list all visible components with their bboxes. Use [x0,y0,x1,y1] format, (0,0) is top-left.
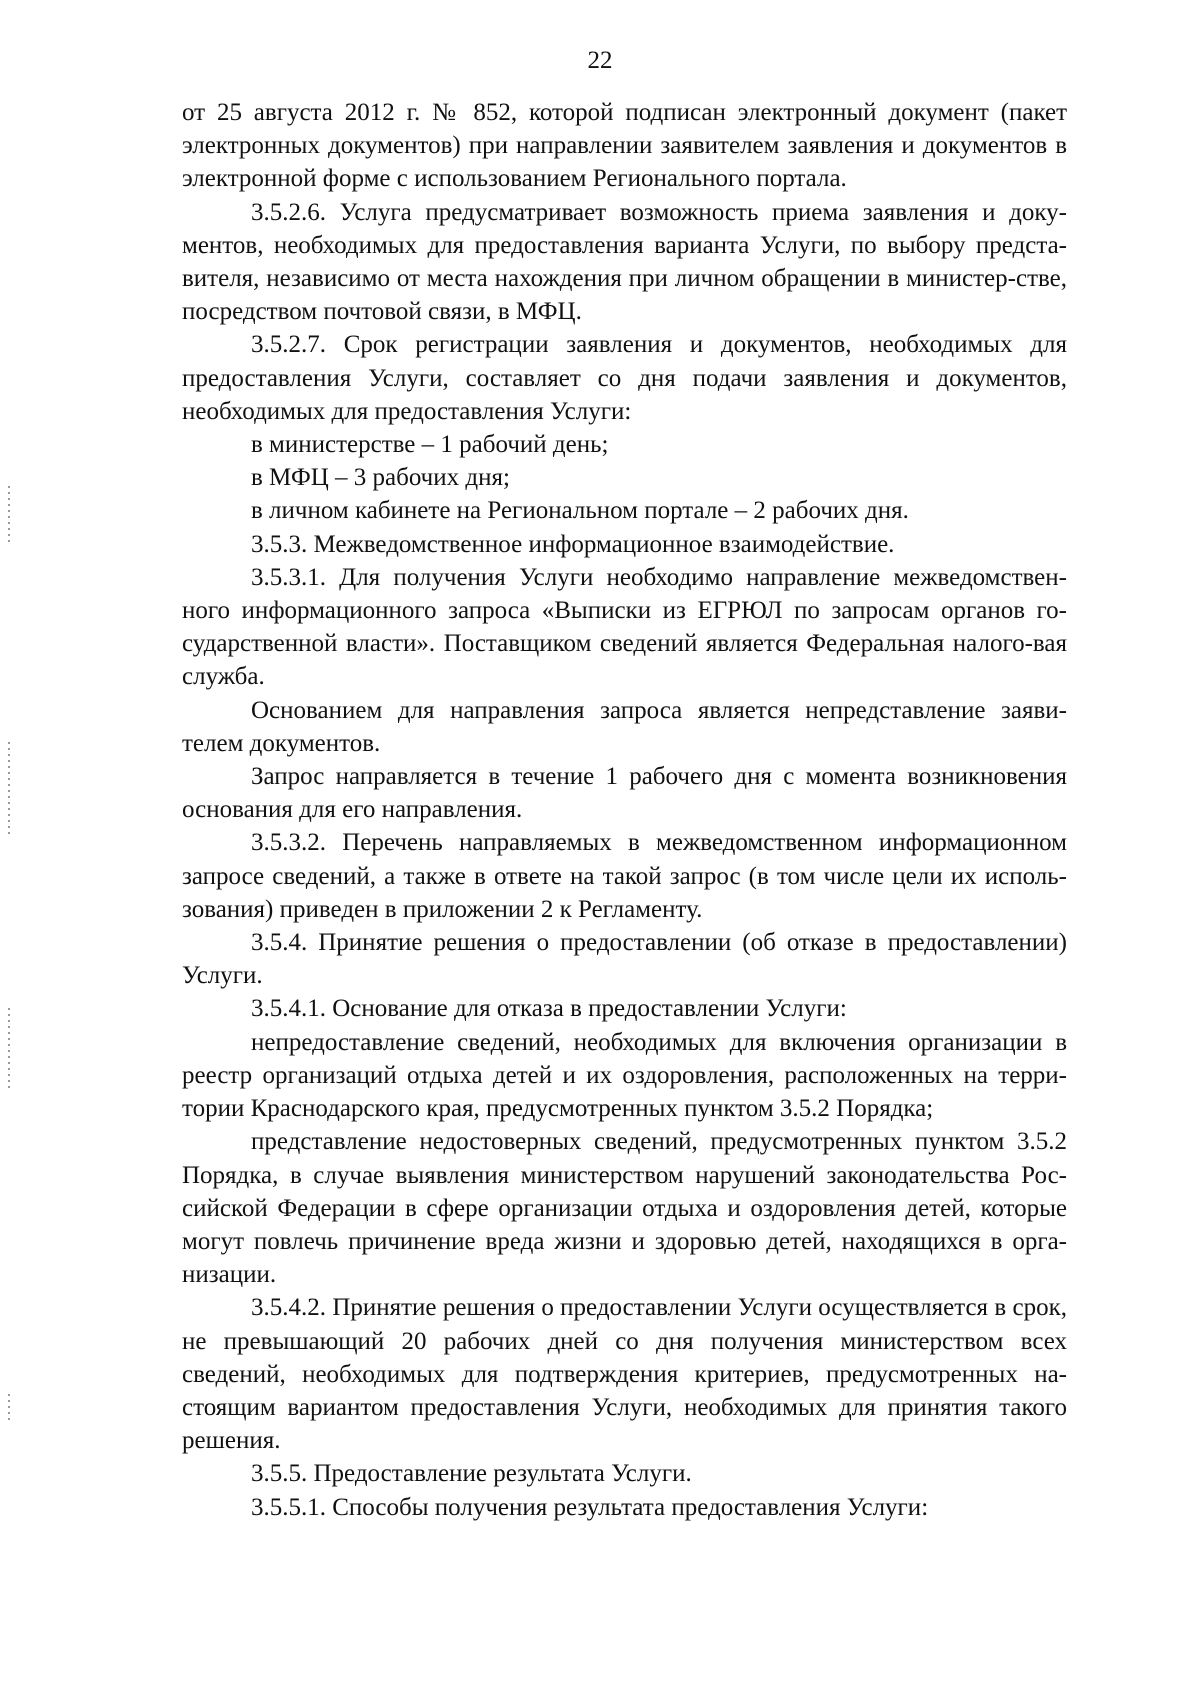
scan-edge-mark [8,742,10,836]
paragraph-3-5-3-2: 3.5.3.2. Перечень направляемых в межведомственном информационном запросе сведений, а также в ответе на такой запрос (в том числе цели их исполь-зования) приведен в приложении 2 к Регламенту. [182,829,1067,923]
paragraph-3-5-4-2: 3.5.4.2. Принятие решения о предоставлении Услуги осуществляется в срок, не превышающий 20 рабочих дней со дня получения министерством всех сведений, необходимых для подтверждения критериев, предусмотренных на-стоящим вариантом предоставления Услуги, необходимых для принятия такого решения. [182,1294,1067,1455]
paragraph-3-5-3-1: 3.5.3.1. Для получения Услуги необходимо направление межведомствен-ного информационного запроса «Выписки из ЕГРЮЛ по запросам органов го-сударственной власти». Поставщиком сведений является Федеральная налого-вая служба. [182,563,1067,691]
paragraph-request-basis: Основанием для направления запроса является непредставление заяви-телем документов. [182,696,1067,757]
section-heading-3-5-5: 3.5.5. Предоставление результата Услуги. [251,1460,692,1488]
document-body [182,96,1067,1524]
section-heading-3-5-3: 3.5.3. Межведомственное информационное взаимодействие. [251,530,895,558]
page-number: 22 [587,47,613,74]
paragraph-request-timing: Запрос направляется в течение 1 рабочего дня с момента возникновения основания для его направления. [182,763,1067,824]
paragraph-3-5-2-6: 3.5.2.6. Услуга предусматривает возможность приема заявления и доку-ментов, необходимых для предоставления варианта Услуги, по выбору предста-вителя, независимо от места нахождения при личном обращении в министер-стве, посредством почтовой связи, в МФЦ. [182,198,1067,326]
list-item-personal-account: в личном кабинете на Региональном портале – 2 рабочих дня. [251,497,909,525]
list-item-refusal-ground-2: представление недостоверных сведений, предусмотренных пунктом 3.5.2 Порядка, в случае выявления министерством нарушений законодательства Рос-сийской Федерации в сфере организации отдыха и оздоровления детей, которые могут повлечь причинение вреда жизни и здоровью детей, находящихся в орга-низации. [182,1128,1067,1289]
list-item-mfc: в МФЦ – 3 рабочих дня; [251,464,510,492]
scan-edge-mark [8,1008,10,1088]
section-heading-3-5-4: 3.5.4. Принятие решения о предоставлении (об отказе в предоставлении) Услуги. [182,929,1067,990]
paragraph-continuation: от 25 августа 2012 г. № 852, которой подписан электронный документ (пакет электронных документов) при направлении заявителем заявления и документов в электронной форме с использованием Регионального портала. [182,99,1067,193]
paragraph-3-5-4-1: 3.5.4.1. Основание для отказа в предоставлении Услуги: [251,995,847,1023]
paragraph-3-5-2-7: 3.5.2.7. Срок регистрации заявления и документов, необходимых для предоставления Услуги, составляет со дня подачи заявления и документов, необходимых для предоставления Услуги: [182,331,1067,425]
paragraph-3-5-5-1: 3.5.5.1. Способы получения результата предоставления Услуги: [251,1493,929,1521]
list-item-refusal-ground-1: непредоставление сведений, необходимых для включения организации в реестр организаций отдыха детей и их оздоровления, расположенных на терри-тории Краснодарского края, предусмотренных пунктом 3.5.2 Порядка; [182,1028,1067,1123]
scan-edge-mark [8,1394,10,1424]
list-item-ministry: в министерстве – 1 рабочий день; [251,431,609,459]
scan-edge-mark [8,486,10,544]
